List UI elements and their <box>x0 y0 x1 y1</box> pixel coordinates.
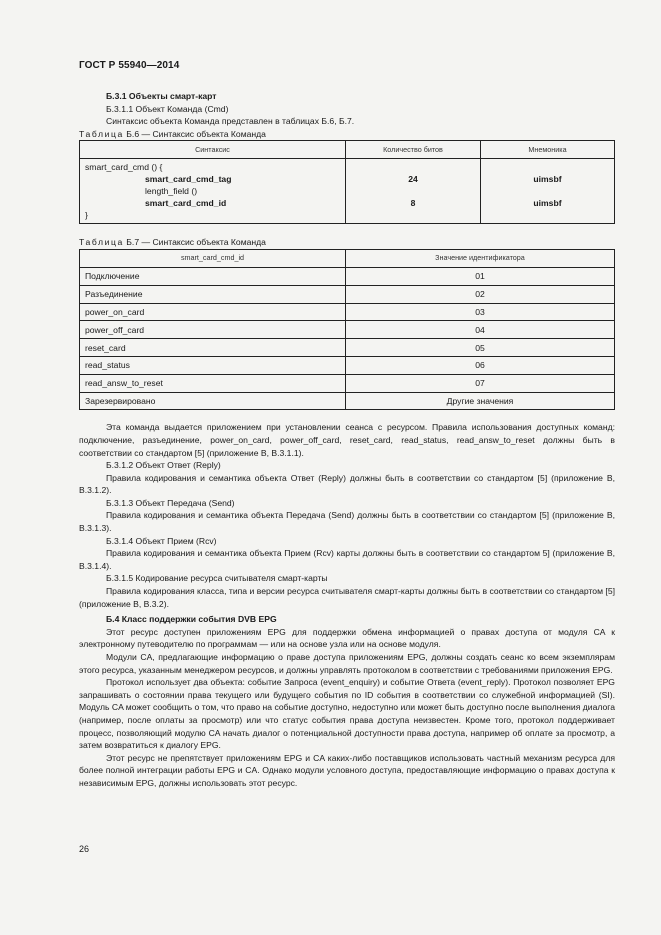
table6-label: Таблица <box>79 128 124 139</box>
table7-header-value: Значение идентификатора <box>346 249 615 267</box>
table-row <box>80 285 615 303</box>
table6-caption-text: Б.6 — Синтаксис объекта Команда <box>126 128 266 139</box>
syntax-line-length: length_field () <box>145 185 198 196</box>
bits-id: 8 <box>410 197 416 208</box>
paragraph-b4-2: Модули CA, предлагающие информацию о праве доступа приложениям EPG, должны создать сеанс ко всем экземплярам этого ресурса, указанным менеджером ресурсов, и должны управлять протоколом в соответствии с требованиями приложения EPG. <box>79 652 615 675</box>
table-row <box>80 392 615 410</box>
paragraph-b4-1: Этот ресурс доступен приложениям EPG для поддержки обмена информацией о правах доступа от модуля CA к электронному путеводителю по программам — или на основе узла или на основе модуля. <box>79 626 615 650</box>
table7-header-id: smart_card_cmd_id <box>80 249 346 267</box>
row-value: 06 <box>346 356 615 374</box>
table-row <box>80 374 615 392</box>
row-name: power_on_card <box>80 303 346 321</box>
table6-header-syntax: Синтаксис <box>80 141 346 159</box>
row-value: 01 <box>346 267 615 285</box>
table6-header-mnemonic: Мнемоника <box>481 141 615 159</box>
table-row <box>80 267 615 285</box>
section-b311-intro: Синтаксис объекта Команда представлен в таблицах Б.6, Б.7. <box>106 116 355 127</box>
table7-caption <box>79 236 615 249</box>
paragraph-b4-4: Этот ресурс не препятствует приложениям EPG и CA каких-либо поставщиков использовать частный механизм ресурса для более полной интеграции работы EPG и CA. Однако модули условного доступа, предоставляющие информацию о правах доступа к независимым EPG, должны использовать этот ресурс. <box>79 752 615 788</box>
section-b315-title: Б.3.1.5 Кодирование ресурса считывателя смарт-карты <box>106 573 328 584</box>
table-row <box>80 303 615 321</box>
table6-mnemonic-cell <box>481 159 615 224</box>
row-name: Разъединение <box>80 285 346 303</box>
paragraph-b315: Правила кодирования класса, типа и версии ресурса считывателя смарт-карты должны быть в соответствии со стандартом [5] (приложение В, В.3.2). <box>79 586 615 609</box>
section-b31-title: Б.3.1 Объекты смарт-карт <box>106 91 217 101</box>
table6-bits-cell <box>346 159 481 224</box>
row-value: 05 <box>346 339 615 357</box>
section-b311-title: Б.3.1.1 Объект Команда (Cmd) <box>106 103 229 114</box>
table6 <box>79 140 615 224</box>
row-value: 04 <box>346 321 615 339</box>
bits-tag: 24 <box>408 174 418 185</box>
row-name: read_answ_to_reset <box>80 374 346 392</box>
paragraph-command-usage: Эта команда выдается приложением при установлении сеанса с ресурсом. Правила использования доступных команд: подключение, разъединение, power_on_card, power_off_card, reset_card, read_status, read_answ_to_reset должны быть в соответствии со стандартом [5] (приложение В, В.3.1.1). <box>79 422 615 458</box>
paragraph-b4-3: Протокол использует два объекта: событие Запроса (event_enquiry) и событие Ответа (event_reply). Протокол позволяет EPG запрашивать о состоянии права текущего или будущего события по ID события в соответствии со служебной информацией (SI). Модуль CA может сообщить о том, что право на событие доступно, недоступно или может быть доступно после выполнения диалога (например, после оплаты за просмотр) или что статус события права доступа неизвестен. Кроме того, протокол поддерживает процесс, позволяющий модулю CA начать диалог о потенциальной доступности права доступа, например об оплате за просмотр, а затем возвратиться к диалогу EPG. <box>79 677 615 751</box>
page-number: 26 <box>79 844 90 854</box>
row-value: 07 <box>346 374 615 392</box>
syntax-line-close: } <box>85 209 88 220</box>
table7-label: Таблица <box>79 237 124 248</box>
section-b4-title: Б.4 Класс поддержки события DVB EPG <box>106 614 277 625</box>
page-content <box>79 90 615 790</box>
table6-header-row <box>80 141 615 159</box>
section-b313-title: Б.3.1.3 Объект Передача (Send) <box>106 497 235 508</box>
table7 <box>79 249 615 410</box>
mnemonic-id: uimsbf <box>533 197 562 208</box>
row-name: Зарезервировано <box>80 392 346 410</box>
table7-caption-text: Б.7 — Синтаксис объекта Команда <box>126 237 266 248</box>
section-b314-title: Б.3.1.4 Объект Прием (Rcv) <box>106 535 217 546</box>
paragraph-b312: Правила кодирования и семантика объекта Ответ (Reply) должны быть в соответствии со стандартом [5] (приложение В, В.3.1.2). <box>79 472 615 496</box>
row-value: Другие значения <box>346 392 615 410</box>
row-value: 02 <box>346 285 615 303</box>
row-name: read_status <box>80 356 346 374</box>
table6-syntax-cell <box>80 159 346 224</box>
paragraph-b313: Правила кодирования и семантика объекта Передача (Send) должны быть в соответствии со стандартом [5] (приложение В, В.3.1.3). <box>79 510 615 534</box>
row-value: 03 <box>346 303 615 321</box>
table6-header-bits: Количество битов <box>346 141 481 159</box>
table6-body-row <box>80 159 615 224</box>
syntax-line-tag: smart_card_cmd_tag <box>145 174 232 185</box>
row-name: power_off_card <box>80 321 346 339</box>
table6-caption <box>79 128 615 141</box>
table7-header-row <box>80 249 615 267</box>
standard-title: ГОСТ Р 55940—2014 <box>79 60 180 71</box>
paragraph-b314: Правила кодирования и семантика объекта Прием (Rcv) карты должны быть в соответствии со стандартом 5] (приложение В, В.3.1.4). <box>79 548 615 571</box>
mnemonic-tag: uimsbf <box>533 174 562 185</box>
section-b312-title: Б.3.1.2 Объект Ответ (Reply) <box>106 460 221 471</box>
table-row <box>80 356 615 374</box>
syntax-line-id: smart_card_cmd_id <box>145 197 227 208</box>
table-row <box>80 339 615 357</box>
syntax-line-open: smart_card_cmd () { <box>85 162 163 173</box>
row-name: reset_card <box>80 339 346 357</box>
table-row <box>80 321 615 339</box>
row-name: Подключение <box>80 267 346 285</box>
